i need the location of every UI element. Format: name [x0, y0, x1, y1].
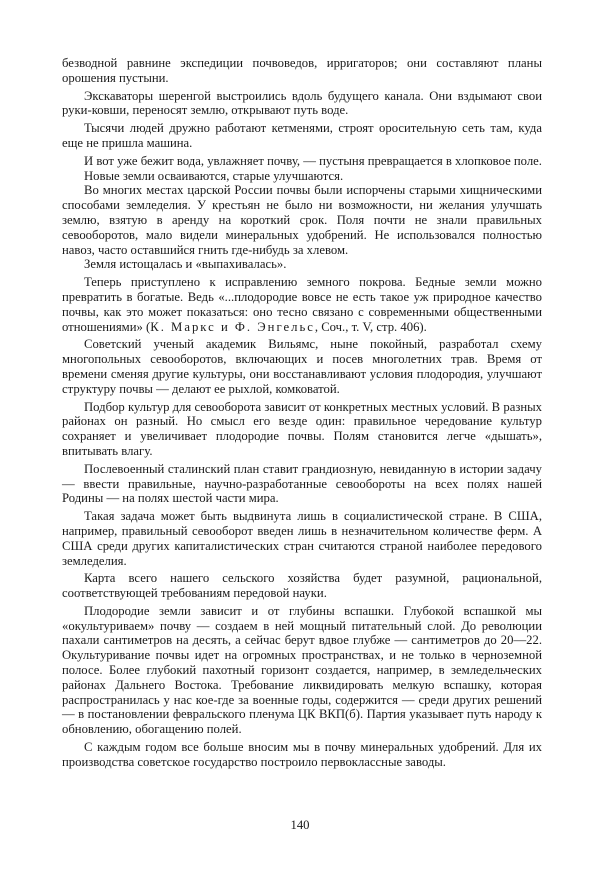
paragraph: Советский ученый академик Вильямс, ныне покойный, разработал схему многопольных севооборотов, включающих и посев многолетних трав. Время от времени сменяя другие культуры, они восстанавливают условия плодородия, улучшают структуру почвы — делают ее рыхлой, комковатой.	[62, 337, 542, 396]
paragraph: Тысячи людей дружно работают кетменями, строят оросительную сеть там, куда еще не пришла машина.	[62, 121, 542, 150]
paragraph: Земля истощалась и «выпахивалась».	[84, 257, 287, 272]
quote-lead: Теперь приступлено к исправлению земного покрова. Бедные земли можно превратить в богатые. Ведь «...плодородие вовсе не есть такое уж природное качество почвы, как это может показаться: оно тесно связано с современными общественными отношениями» (	[62, 275, 542, 334]
paragraph: Экскаваторы шеренгой выстроились вдоль будущего канала. Они вздымают свои руки-ковши, переносят землю, открывают путь воде.	[62, 88, 542, 118]
paragraph: Плодородие земли зависит и от глубины вспашки. Глубокой вспашкой мы «окультуриваем» почву — создаем в ней мощный питательный слой. До революции пахали сантиметров на десять, а сейчас берут вдвое глубже — сантиметров до 20—22. Окультуривание почвы идет на огромных пространствах, и не только в черноземной полосе. Более глубокий пахотный горизонт создается, например, в земледельческих районах Дальнего Востока. Требование ликвидировать мелкую вспашку, которая распространилась у нас кое-где за военные годы, содержится — среди других решений — в постановлении февральского пленума ЦК ВКП(б). Партия указывает путь народу к обновлению, обогащению полей.	[62, 603, 542, 737]
quote-source: , Соч., т. V, стр. 406).	[314, 319, 427, 334]
paragraph: Подбор культур для севооборота зависит от конкретных местных условий. В разных районах он разный. Но смысл его везде один: правильное чередование культур сохраняет и увеличивает плодородие почвы. Полям становится легче «дышать», впитывать влагу.	[62, 399, 542, 458]
paragraph: Такая задача может быть выдвинута лишь в социалистической стране. В США, например, правильный севооборот введен лишь в незначительном количестве ферм. А США среди других капиталистических стран считаются страной наиболее передового земледелия.	[62, 509, 542, 568]
quote-authors: К. Маркс и Ф. Энгельс	[150, 319, 315, 334]
paragraph: Новые земли осваиваются, старые улучшаются.	[84, 168, 344, 183]
paragraph: безводной равнине экспедиции почвоведов, ирригаторов; они составляют планы орошения пустыни.	[62, 56, 542, 85]
paragraph: И вот уже бежит вода, увлажняет почву, — пустыня превращается в хлопковое поле.	[84, 153, 542, 168]
page-number: 140	[290, 818, 310, 832]
paragraph: Карта всего нашего сельского хозяйства будет разумной, рациональной, соответствующей требованиям передовой науки.	[62, 571, 542, 601]
quote-paragraph	[62, 275, 542, 334]
body-text	[62, 56, 542, 770]
paragraph: Во многих местах царской России почвы были испорчены старыми хищническими способами земледелия. У крестьян не было ни возможности, ни желания улучшать землю, взятую в аренду на короткий срок. Поля почти не знали правильных севооборотов, мало видели минеральных удобрений. Не использовался полностью навоз, часто оставшийся гнить где-нибудь за хлевом.	[62, 183, 542, 257]
paragraph: Послевоенный сталинский план ставит грандиозную, невиданную в истории задачу — ввести правильные, научно-разработанные севообороты на всех полях нашей Родины — на полях шестой части мира.	[62, 461, 542, 506]
paragraph: С каждым годом все больше вносим мы в почву минеральных удобрений. Для их производства советское государство построило первоклассные заводы.	[62, 740, 542, 769]
